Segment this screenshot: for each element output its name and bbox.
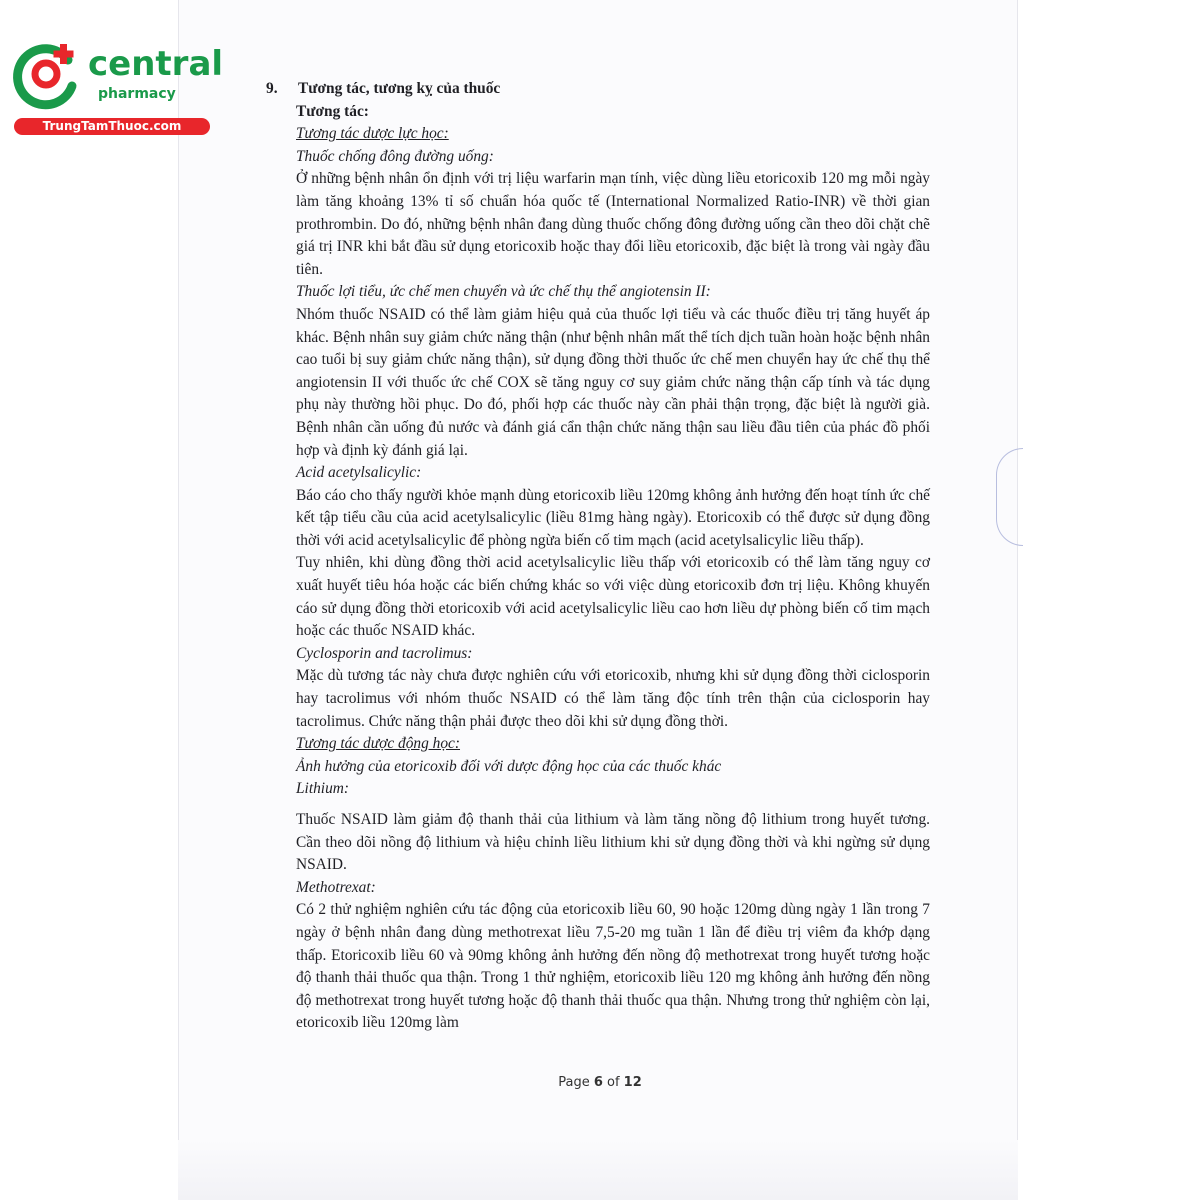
section-title: Tương tác, tương kỵ của thuốc (298, 80, 501, 97)
seal-stamp (996, 448, 1023, 546)
brand-subtitle: pharmacy (98, 86, 176, 102)
subheading-pharmacokinetic: Tương tác dược động học: (296, 735, 461, 753)
subheading-methotrexate: Methotrexat: (296, 878, 376, 896)
page-shadow (178, 1140, 1018, 1200)
brand-name: central (88, 44, 224, 84)
total-pages: 12 (623, 1075, 642, 1090)
paragraph-aspirin-1: Báo cáo cho thấy người khỏe mạnh dùng etoricoxib liều 120mg không ảnh hưởng đến hoạt tính ức chế kết tập tiểu cầu của acid acetylsalicylic (liều 81mg hàng ngày). Etoricoxib có thể được sử dụng đồng thời với acid acetylsalicylic để phòng ngừa biến cố tim mạch (acid acetylsalicylic liều thấp). (296, 486, 930, 549)
page-footer (0, 1075, 1200, 1090)
paragraph-nsaid-diuretics: Nhóm thuốc NSAID có thể làm giảm hiệu quả của thuốc lợi tiểu và các thuốc điều trị tăng huyết áp khác. Bệnh nhân suy giảm chức năng thận (như bệnh nhân mất thể tích dịch tuần hoàn hoặc bệnh nhân cao tuổi bị suy giảm chức năng thận), sử dụng đồng thời thuốc ức chế men chuyển hay ức chế thụ thể angiotensin II với thuốc ức chế COX sẽ tăng nguy cơ suy giảm chức năng thận cấp tính và tác dụng phụ này thường hồi phục. Do đó, phối hợp các thuốc này cần phải thận trọng, đặc biệt là người già. Bệnh nhân cần uống đủ nước và đánh giá cẩn thận chức năng thận sau liều đầu tiên của phác đồ phối hợp và định kỳ đánh giá lại. (296, 305, 930, 459)
paragraph-aspirin-2: Tuy nhiên, khi dùng đồng thời acid acetylsalicylic liều thấp với etoricoxib có thể làm tăng nguy cơ xuất huyết tiêu hóa hoặc các biến chứng khác so với việc dùng etoricoxib đơn trị liệu. Không khuyến cáo sử dụng đồng thời etoricoxib với acid acetylsalicylic liều cao hơn liều dự phòng biến cố tim mạch hoặc các thuốc NSAID khác. (296, 554, 930, 640)
subheading-diuretics: Thuốc lợi tiểu, ức chế men chuyển và ức chế thụ thể angiotensin II: (296, 283, 711, 301)
document-body (296, 101, 930, 1035)
footer-prefix: Page (558, 1075, 594, 1090)
footer-of: of (602, 1075, 624, 1090)
current-page-number: 6 (593, 1075, 603, 1090)
subheading-oral-anticoagulants: Thuốc chống đông đường uống: (296, 147, 494, 165)
interactions-label: Tương tác: (296, 102, 369, 120)
central-pharmacy-logo (10, 36, 224, 136)
section-heading (266, 78, 500, 101)
subheading-cyclosporin: Cyclosporin and tacrolimus: (296, 644, 473, 662)
subheading-acetylsalicylic: Acid acetylsalicylic: (296, 464, 422, 482)
subheading-pharmacodynamic: Tương tác dược lực học: (296, 125, 449, 143)
section-number: 9. (266, 80, 278, 97)
subheading-effect-on-other-drugs: Ảnh hưởng của etoricoxib đối với dược động học của các thuốc khác (296, 757, 722, 775)
paragraph-methotrexate: Có 2 thử nghiệm nghiên cứu tác động của etoricoxib liều 60, 90 hoặc 120mg dùng ngày 1 lần trong 7 ngày ở bệnh nhân đang dùng methotrexat liều 7,5-20 mg tuần 1 lần để điều trị viêm đa khớp dạng thấp. Etoricoxib liều 60 và 90mg không ảnh hưởng đến nồng độ methotrexat trong huyết tương hoặc độ thanh thải thuốc qua thận. Trong 1 thử nghiệm, etoricoxib liều 120 mg không ảnh hưởng đến nồng độ methotrexat trong huyết tương hoặc độ thanh thải thuốc qua thận. Nhưng trong thử nghiệm còn lại, etoricoxib liều 120mg làm (296, 901, 930, 1032)
paragraph-warfarin: Ở những bệnh nhân ổn định với trị liệu warfarin mạn tính, việc dùng liều etoricoxib 120 mg mỗi ngày làm tăng khoảng 13% tỉ số chuẩn hóa quốc tế (International Normalized Ratio-INR) về thời gian prothrombin. Do đó, những bệnh nhân đang dùng thuốc chống đông đường uống cần theo dõi chặt chẽ giá trị INR khi bắt đầu sử dụng etoricoxib hoặc thay đổi liều etoricoxib, đặc biệt là trong vài ngày đầu tiên. (296, 170, 930, 278)
paragraph-lithium: Thuốc NSAID làm giảm độ thanh thải của lithium và làm tăng nồng độ lithium trong huyết tương. Cần theo dõi nồng độ lithium và hiệu chỉnh liều lithium khi sử dụng đồng thời và khi ngừng sử dụng NSAID. (296, 811, 930, 874)
paragraph-cyclosporin: Mặc dù tương tác này chưa được nghiên cứu với etoricoxib, nhưng khi sử dụng đồng thời ciclosporin hay tacrolimus với nhóm thuốc NSAID có thể làm tăng độc tính trên thận của ciclosporin hay tacrolimus. Chức năng thận phải được theo dõi khi sử dụng đồng thời. (296, 667, 930, 730)
pharmacy-cross-logo-icon (10, 36, 90, 116)
site-url-badge: TrungTamThuoc.com (14, 118, 210, 135)
subheading-lithium: Lithium: (296, 780, 350, 798)
